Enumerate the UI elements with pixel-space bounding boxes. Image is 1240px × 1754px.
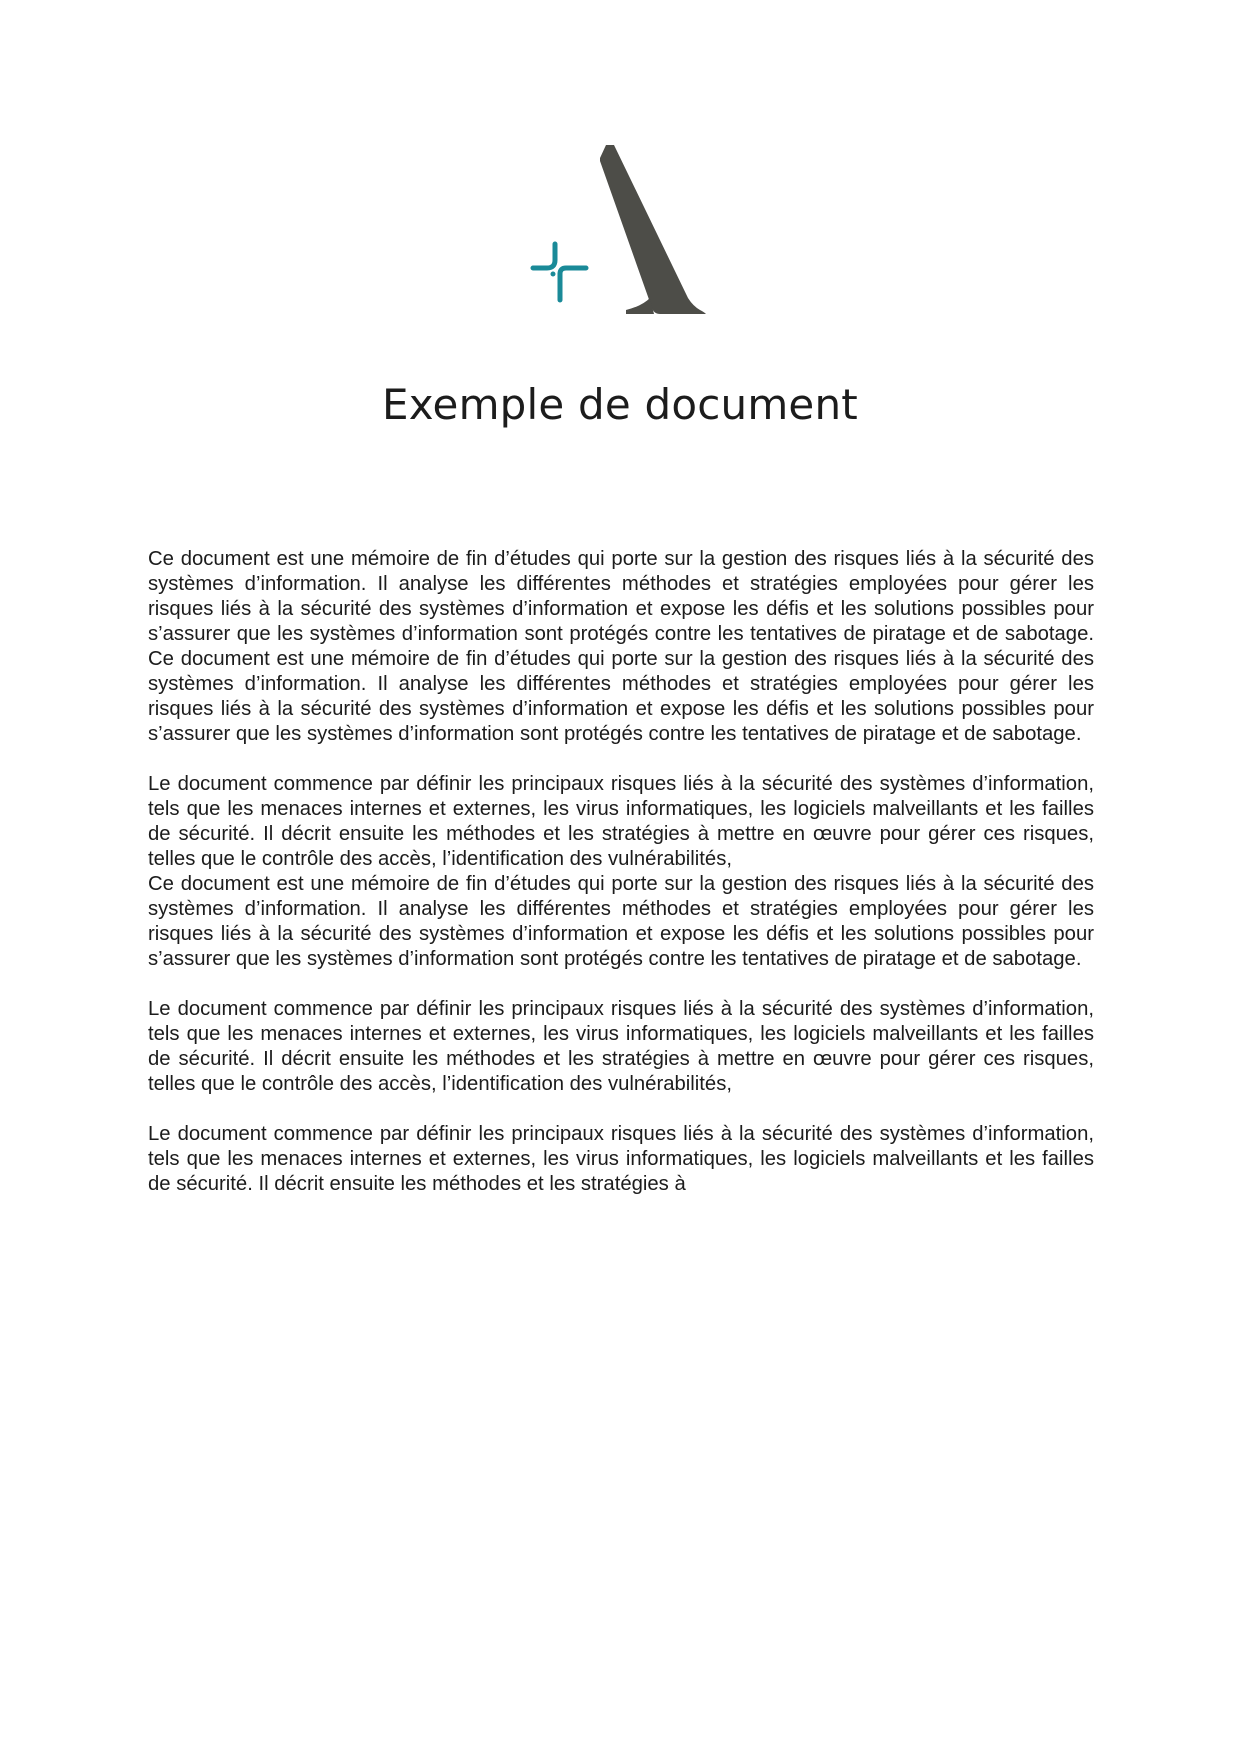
paragraph: Le document commence par définir les principaux risques liés à la sécurité des systèmes d’information, tels que les menaces internes et externes, les virus informatiques, les logiciels malveillants et les failles de sécurité. Il décrit ensuite les méthodes et les stratégies à: [148, 1123, 1094, 1195]
document-title: Exemple de document: [382, 380, 858, 429]
paragraph: Le document commence par définir les principaux risques liés à la sécurité des systèmes d’information, tels que les menaces internes et externes, les virus informatiques, les logiciels malveillants et les failles de sécurité. Il décrit ensuite les méthodes et les stratégies à mettre en œuvre pour gérer ces risques, telles que le contrôle des accès, l’identification des vulnérabilités,: [148, 998, 1094, 1095]
document-body: [148, 547, 1094, 1197]
paragraph: Le document commence par définir les principaux risques liés à la sécurité des systèmes d’information, tels que les menaces internes et externes, les virus informatiques, les logiciels malveillants et les failles de sécurité. Il décrit ensuite les méthodes et les stratégies à mettre en œuvre pour gérer ces risques, telles que le contrôle des accès, l’identification des vulnérabilités,: [148, 773, 1094, 870]
a-logo-icon: [530, 140, 710, 320]
paragraph: Ce document est une mémoire de fin d’études qui porte sur la gestion des risques liés à la sécurité des systèmes d’information. Il analyse les différentes méthodes et stratégies employées pour gérer les risques liés à la sécurité des systèmes d’information et expose les défis et les solutions possibles pour s’assurer que les systèmes d’information sont protégés contre les tentatives de piratage et de sabotage.: [148, 873, 1094, 970]
paragraph: Ce document est une mémoire de fin d’études qui porte sur la gestion des risques liés à la sécurité des systèmes d’information. Il analyse les différentes méthodes et stratégies employées pour gérer les risques liés à la sécurité des systèmes d’information et expose les défis et les solutions possibles pour s’assurer que les systèmes d’information sont protégés contre les tentatives de piratage et de sabotage. Ce document est une mémoire de fin d’études qui porte sur la gestion des risques liés à la sécurité des systèmes d’information. Il analyse les différentes méthodes et stratégies employées pour gérer les risques liés à la sécurité des systèmes d’information et expose les défis et les solutions possibles pour s’assurer que les systèmes d’information sont protégés contre les tentatives de piratage et de sabotage.: [148, 548, 1094, 745]
